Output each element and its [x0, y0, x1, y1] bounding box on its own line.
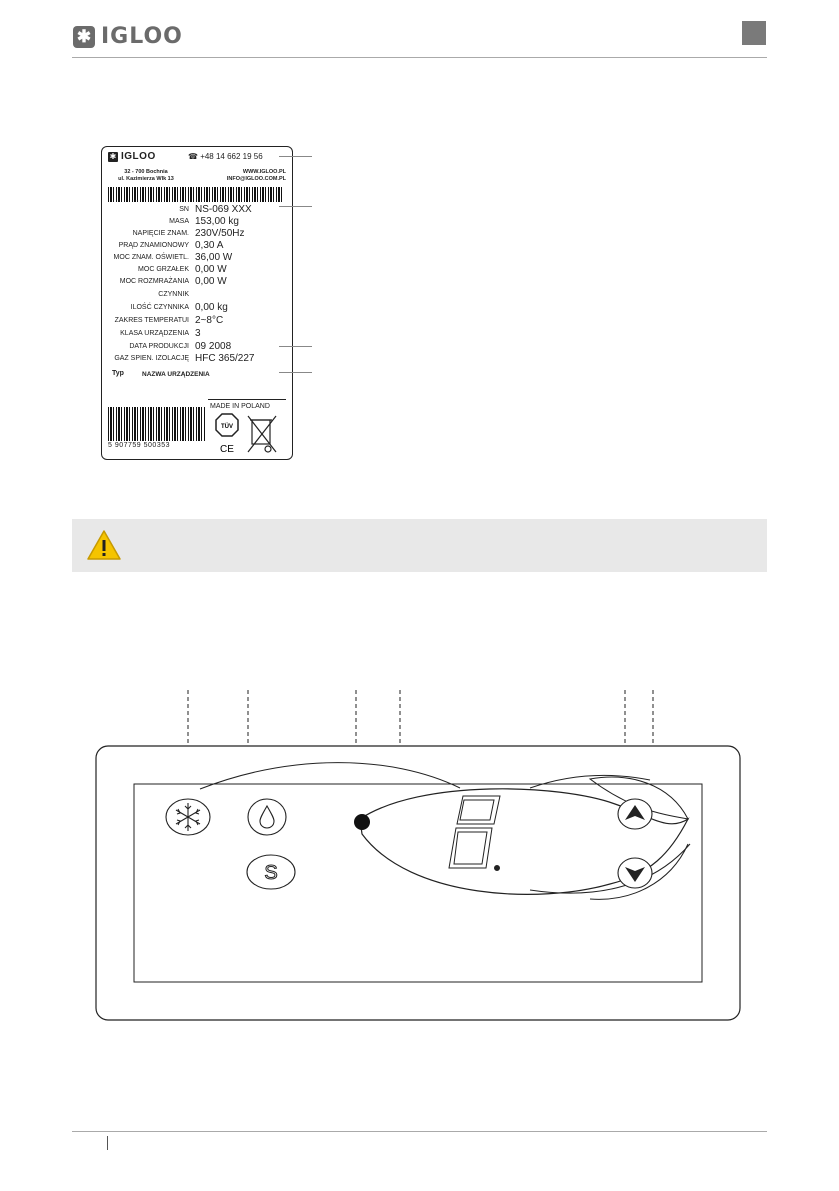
row-value: 2~8°C [195, 315, 224, 326]
tuv-text: TÜV [221, 424, 233, 430]
defrost-drop-button[interactable] [248, 799, 286, 835]
snowflake-logo-icon: ✱ [73, 26, 95, 48]
label-row [102, 264, 292, 276]
row-value: HFC 365/227 [195, 353, 255, 364]
row-value: 230V/50Hz [195, 228, 245, 239]
warning-box [72, 519, 767, 572]
row-key: SN [179, 206, 189, 213]
label-row [102, 240, 292, 252]
callout-arrow-date [279, 346, 312, 347]
label-row [102, 353, 292, 365]
label-row [102, 315, 292, 327]
label-row [102, 328, 292, 340]
type-value: NAZWA URZĄDZENIA [142, 371, 210, 378]
label-row [102, 204, 292, 216]
row-value: 36,00 W [195, 252, 233, 263]
row-key: NAPIĘCIE ZNAM. [132, 230, 189, 237]
label-address-line2: ul. Kazimierza Wlk 13 [118, 176, 174, 182]
panel-face [134, 784, 702, 982]
brand-logo [73, 24, 183, 49]
s-button[interactable] [247, 855, 295, 889]
row-key: ZAKRES TEMPERATUI [114, 317, 189, 324]
row-value: 0,30 A [195, 240, 224, 251]
row-value: 153,00 kg [195, 216, 239, 227]
ean-number: 5 907759 500353 [108, 442, 170, 449]
callout-arrow-phone [279, 156, 312, 157]
label-web-line1: WWW.IGLOO.PL [242, 169, 286, 175]
down-button[interactable] [618, 858, 652, 888]
display-digit-value: 0. [90, 684, 91, 685]
label-address [106, 169, 186, 183]
up-button[interactable] [618, 799, 652, 829]
ean-barcode [108, 407, 206, 441]
row-key: ILOŚĆ CZYNNIKA [130, 304, 189, 311]
ce-mark: CE [220, 444, 234, 455]
label-divider [208, 399, 286, 400]
label-address-line1: 32 - 700 Bochnia [124, 169, 168, 175]
row-value: 09 2008 [195, 341, 232, 352]
footer-tick [107, 1136, 108, 1150]
row-key: MOC ZNAM. OŚWIETL. [113, 254, 189, 261]
label-logo [108, 151, 156, 162]
label-row [102, 289, 292, 301]
row-key: GAZ SPIEN. IZOLACJĘ [114, 355, 189, 362]
row-key: DATA PRODUKCJI [129, 343, 189, 350]
made-in: MADE IN POLAND [210, 403, 270, 410]
row-key: MOC GRZAŁEK [138, 266, 189, 273]
row-value: 0,00 kg [195, 302, 228, 313]
row-key: MASA [169, 218, 189, 225]
label-web [220, 169, 286, 183]
serial-barcode [108, 187, 284, 202]
label-web-line2: INFO@IGLOO.COM.PL [226, 176, 286, 182]
label-logo-icon: ✱ [109, 151, 117, 161]
certification-marks [210, 412, 286, 456]
label-row [102, 252, 292, 264]
s-button-label: S [264, 862, 278, 884]
callout-arrow-serial [279, 206, 312, 207]
warning-triangle-icon [86, 529, 122, 561]
corner-marker [742, 21, 766, 45]
status-led [354, 814, 370, 830]
label-phone: ☎ +48 14 662 19 56 [188, 152, 263, 161]
row-value: 0,00 W [195, 264, 227, 275]
weee-bin-icon [248, 416, 276, 452]
row-value: NS-069 XXX [195, 204, 252, 215]
control-panel [90, 684, 750, 1024]
label-row [102, 341, 292, 353]
label-row [102, 276, 292, 288]
row-value: 0,00 W [195, 276, 227, 287]
row-key: PRĄD ZNAMIONOWY [118, 242, 189, 249]
header-rule [72, 57, 767, 58]
label-row [102, 216, 292, 228]
row-value: 3 [195, 328, 201, 339]
rating-label [101, 146, 293, 460]
label-brand: IGLOO [121, 151, 156, 162]
type-key: Typ [112, 370, 124, 377]
label-row [102, 228, 292, 240]
row-key: KLASA URZĄDZENIA [120, 330, 189, 337]
row-key: CZYNNIK [158, 291, 189, 298]
callout-arrow-type [279, 372, 312, 373]
brand-name: IGLOO [101, 24, 183, 49]
row-key: MOC ROZMRAŻANIA [119, 278, 189, 285]
footer-rule [72, 1131, 767, 1132]
label-row [102, 302, 292, 314]
